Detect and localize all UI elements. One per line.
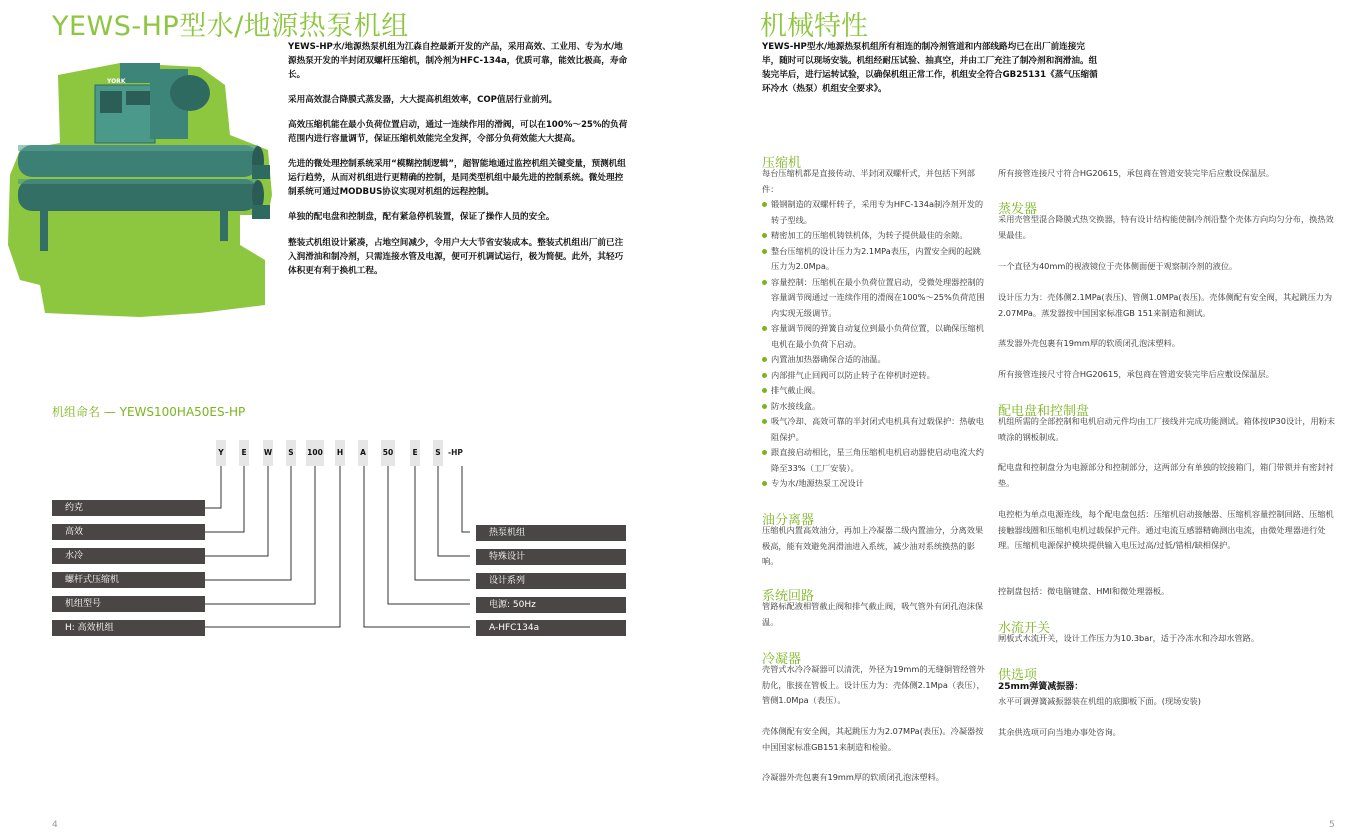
oil-separator-text: 压缩机内置高效油分，再加上冷凝器二级内置油分，分离效果极高，能有效避免润滑油进入系统，减少油对系统换热的影响。 bbox=[762, 525, 984, 566]
evaporator-text-1: 采用壳管型混合降膜式热交换器，特有设计结构能使制冷剂沿整个壳体方向均匀分布，换热效果最佳。 bbox=[998, 214, 1334, 240]
list-item: 防水接线盒。 bbox=[762, 399, 987, 415]
code-e: E bbox=[239, 440, 249, 466]
evaporator-text-4: 蒸发器外壳包裹有19mm厚的软质闭孔泡沫塑料。 bbox=[998, 338, 1180, 348]
flow-switch-title: 水流开关 bbox=[998, 621, 1051, 636]
list-item: 精密加工的压缩机铸铁机体，为转子提供最佳的余隙。 bbox=[762, 228, 987, 244]
list-item: 专为水/地源热泵工况设计 bbox=[762, 476, 987, 492]
code-hp: -HP bbox=[448, 448, 463, 457]
naming-label-screw-compressor: 螺杆式压缩机 bbox=[52, 572, 205, 588]
naming-label-power: 电源: 50Hz bbox=[476, 597, 626, 613]
naming-label-high-efficiency: 高效 bbox=[52, 524, 205, 540]
panel-text-2: 配电盘和控制盘分为电源部分和控制部分，这两部分有单独的铰接箱门，箱门带锁并有密封衬垫。 bbox=[998, 462, 1334, 488]
panel-title: 配电盘和控制盘 bbox=[998, 404, 1090, 419]
code-100: 100 bbox=[306, 440, 324, 466]
code-a: A bbox=[358, 440, 368, 466]
code-s: S bbox=[286, 440, 296, 466]
naming-label-h-unit: H: 高效机组 bbox=[52, 620, 205, 636]
intro-paragraph-2: 采用高效混合降膜式蒸发器，大大提高机组效率，COP值居行业前列。 bbox=[288, 95, 558, 105]
naming-label-model: 机组型号 bbox=[52, 596, 205, 612]
code-y: Y bbox=[216, 440, 226, 466]
left-page-title: YEWS-HP型水/地源热泵机组 bbox=[52, 11, 409, 42]
options-title: 供选项 bbox=[998, 668, 1038, 683]
mechanical-intro: YEWS-HP型水/地源热泵机组所有相连的制冷剂管道和内部线路均已在出厂前连接完毕，随时可以现场安装。机组经耐压试验、抽真空，并由工厂充注了制冷剂和润滑油。组装完毕后，进行运转试验，以确保机组正常工作，机组安全符合GB25131《蒸气压缩循环冷水（热泵）机组安全要求》。 bbox=[762, 42, 1098, 94]
list-item: 内置油加热器确保合适的油温。 bbox=[762, 352, 987, 368]
intro-paragraph-1: YEWS-HP水/地源热泵机组为江森自控最新开发的产品，采用高效、工业用、专为水/地源热泵开发的半封闭双螺杆压缩机，制冷剂为HFC-134a，优质可靠，能效比极高，寿命长。 bbox=[288, 42, 628, 80]
list-item: 整台压缩机的设计压力为2.1MPa表压，内置安全阀的起跳压力为2.0Mpa。 bbox=[762, 244, 987, 275]
evaporator-text-3: 设计压力为：壳体侧2.1MPa(表压)、管侧1.0MPa(表压)。壳体侧配有安全阀，其起跳压力为2.07MPa。蒸发器按中国国家标准GB 151来制造和测试。 bbox=[998, 292, 1333, 318]
column2-connection-text: 所有接管连接尺寸符合HG20615，承包商在管道安装完毕后应敷设保温层。 bbox=[998, 168, 1274, 178]
list-item: 排气截止阀。 bbox=[762, 383, 987, 399]
intro-paragraph-6: 整装式机组设计紧凑，占地空间减少，令用户大大节省安装成本。整装式机组出厂前已注入润滑油和制冷剂，只需连接水管及电源，便可开机调试运行，极为简便。此外，其轻巧体积更有利于换机工程。 bbox=[288, 238, 624, 276]
panel-text-4: 控制盘包括：微电脑键盘、HMI和微处理器板。 bbox=[998, 586, 1170, 596]
naming-label-refrigerant: A-HFC134a bbox=[476, 620, 626, 636]
naming-title: 机组命名 — YEWS100HA50ES-HP bbox=[52, 405, 246, 419]
code-h: H bbox=[335, 440, 345, 466]
list-item: 内部排气止回阀可以防止转子在停机时逆转。 bbox=[762, 368, 987, 384]
naming-label-water-cooled: 水冷 bbox=[52, 548, 205, 564]
evaporator-text-5: 所有接管连接尺寸符合HG20615，承包商在管道安装完毕后应敷设保温层。 bbox=[998, 369, 1274, 379]
compressor-bullet-list bbox=[762, 197, 987, 492]
panel-text-3: 电控柜为单点电源连线，每个配电盘包括：压缩机启动接触器、压缩机容量控制回路、压缩机接触器线圈和压缩机电机过载保护元件。通过电流互感器精确测出电流，由微处理器进行处理。压缩机电源保护模块提供输入电压过高/过低/错相/缺相保护。 bbox=[998, 509, 1334, 550]
options-text-2: 其余供选项可向当地办事处咨询。 bbox=[998, 727, 1121, 737]
flow-switch-text: 闸板式水流开关，设计工作压力为10.3bar，适于冷冻水和冷却水管路。 bbox=[998, 633, 1260, 643]
naming-label-design-series: 设计系列 bbox=[476, 573, 626, 589]
page-number-right: 5 bbox=[1329, 820, 1335, 830]
right-page-title: 机械特性 bbox=[760, 11, 868, 42]
page-number-left: 4 bbox=[52, 820, 58, 830]
code-w: W bbox=[263, 440, 273, 466]
list-item: 容量调节阀的弹簧自动复位到最小负荷位置，以确保压缩机电机在最小负荷下启动。 bbox=[762, 321, 987, 352]
condenser-text-2: 壳体侧配有安全阀，其起跳压力为2.07MPa(表压)。冷凝器按中国国家标准GB151来制造和检验。 bbox=[762, 726, 984, 752]
compressor-text: 每台压缩机都是直接传动、半封闭双螺杆式，并包括下列部件： bbox=[762, 168, 975, 194]
list-item: 跟直接启动相比，星三角压缩机电机启动器使启动电流大约降至33%（工厂安装）。 bbox=[762, 445, 987, 476]
intro-paragraph-4: 先进的微处理控制系统采用“模糊控制逻辑”，超智能地通过监控机组关键变量，预测机组运行趋势，从而对机组进行更精确的控制，是同类型机组中最先进的控制系统。微处理控制系统可通过MODBUS协议实现对机组的远程控制。 bbox=[288, 159, 626, 197]
code-e2: E bbox=[410, 440, 420, 466]
list-item: 吸气冷却、高效可靠的半封闭式电机具有过载保护：热敏电阻保护。 bbox=[762, 414, 987, 445]
condenser-text-1: 壳管式水冷冷凝器可以清洗，外径为19mm的无缝铜管经管外肋化，胀接在管板上。设计压力为：壳体侧2.1Mpa（表压），管侧1.0Mpa（表压）。 bbox=[762, 664, 985, 705]
condenser-title: 冷凝器 bbox=[762, 652, 802, 667]
evaporator-text-2: 一个直径为40mm的视液镜位于壳体侧面便于观察制冷剂的液位。 bbox=[998, 261, 1238, 271]
system-loop-title: 系统回路 bbox=[762, 589, 815, 604]
condenser-text-3: 冷凝器外壳包裹有19mm厚的软质闭孔泡沫塑料。 bbox=[762, 772, 944, 782]
york-logo: YORK bbox=[107, 78, 126, 85]
compressor-title: 压缩机 bbox=[762, 156, 802, 171]
list-item: 锻钢制造的双螺杆转子，采用专为HFC-134a制冷剂开发的转子型线。 bbox=[762, 197, 987, 228]
code-50: 50 bbox=[381, 440, 395, 466]
oil-separator-title: 油分离器 bbox=[762, 513, 815, 528]
evaporator-title: 蒸发器 bbox=[998, 202, 1038, 217]
options-text-1: 水平可调弹簧减振器装在机组的底脚板下面。(现场安装) bbox=[998, 696, 1201, 706]
list-item: 容量控制：压缩机在最小负荷位置启动，受微处理器控制的容量调节阀通过一连续作用的滑阀在100%～25%负荷范围内实现无级调节。 bbox=[762, 275, 987, 322]
intro-paragraph-3: 高效压缩机能在最小负荷位置启动，通过一连续作用的滑阀，可以在100%～25%的负荷范围内进行容量调节，保证压缩机效能完全发挥，令部分负荷效能大大提高。 bbox=[288, 120, 628, 144]
options-subtitle: 25mm弹簧减振器： bbox=[998, 682, 1084, 692]
naming-label-special-design: 特殊设计 bbox=[476, 549, 626, 565]
naming-label-york: 约克 bbox=[52, 500, 205, 516]
system-loop-text: 管路标配液相管截止阀和排气截止阀，吸气管外有闭孔泡沫保温。 bbox=[762, 601, 984, 627]
naming-label-heat-pump: 热泵机组 bbox=[476, 525, 626, 541]
code-s2: S bbox=[433, 440, 443, 466]
intro-paragraph-5: 单独的配电盘和控制盘，配有紧急停机装置，保证了操作人员的安全。 bbox=[288, 212, 555, 222]
panel-text-1: 机组所需的全部控制和电机启动元件均由工厂接线并完成功能测试。箱体按IP30设计，用粉末喷涂的钢板制成。 bbox=[998, 416, 1336, 442]
